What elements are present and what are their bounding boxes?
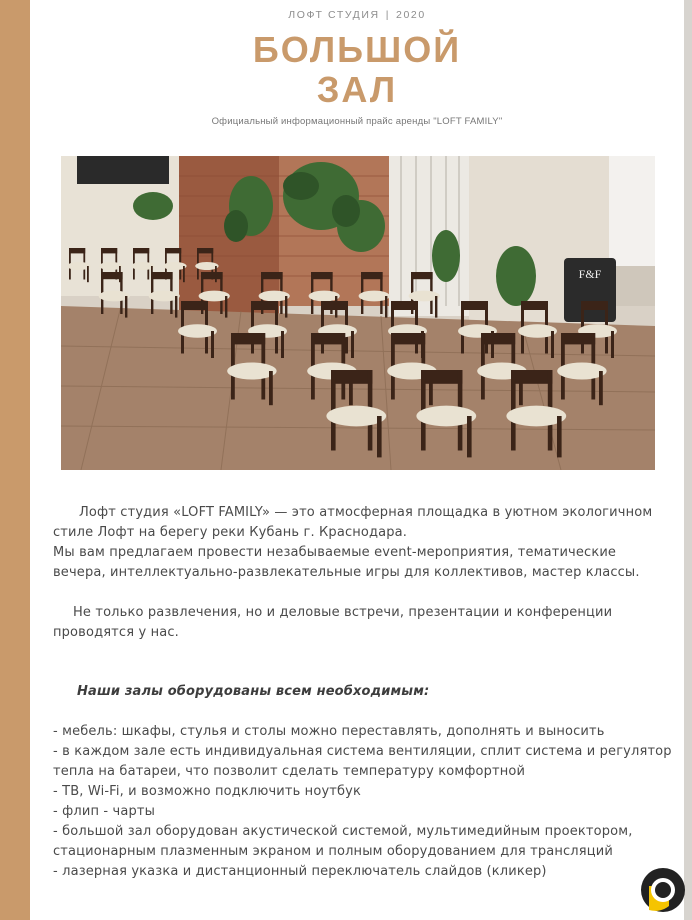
equipment-item: - ТВ, Wi-Fi, и возможно подключить ноутбук	[53, 784, 362, 799]
title-line-2: ЗАЛ	[316, 69, 398, 110]
page-title	[30, 30, 684, 110]
studio-label: ЛОФТ СТУДИЯ	[288, 9, 380, 21]
sidebar-stripe	[0, 0, 30, 920]
spacer	[53, 702, 673, 722]
header-line	[30, 9, 684, 21]
corner-logo-icon	[639, 866, 687, 914]
equipment-item: - в каждом зале есть индивидуальная система вентиляции, сплит система и регулятор тепла на батареи, что позволит сделать температуру комфортной	[53, 744, 672, 779]
equipment-heading: Наши залы оборудованы всем необходимым:	[77, 684, 430, 699]
barrel-logo: F&F	[578, 267, 602, 281]
equipment-item: - большой зал оборудован акустической системой, мультимедийным проектором, стационарным плазменным экраном и полным оборудованием для трансляций	[53, 824, 633, 859]
subtitle: Официальный информационный прайс аренды "LOFT FAMILY"	[211, 116, 503, 127]
header-separator: |	[385, 9, 391, 21]
spacer	[53, 643, 673, 682]
equipment-item: - флип - чарты	[53, 804, 155, 819]
intro-paragraph-3: Не только развлечения, но и деловые встречи, презентации и конференции проводятся у нас.	[53, 605, 613, 640]
content-body	[53, 503, 673, 882]
hall-illustration	[61, 156, 655, 470]
equipment-item: - лазерная указка и дистанционный переключатель слайдов (кликер)	[53, 864, 547, 879]
intro-paragraph-1: Лофт студия «LOFT FAMILY» — это атмосферная площадка в уютном экологичном стиле Лофт на берегу реки Кубань г. Краснодара.	[53, 505, 653, 540]
document-page	[30, 0, 684, 920]
hero-photo	[61, 156, 655, 470]
equipment-item: - мебель: шкафы, стулья и столы можно переставлять, дополнять и выносить	[53, 724, 605, 739]
year-label: 2020	[396, 9, 426, 21]
intro-paragraph-2: Мы вам предлагаем провести незабываемые event-мероприятия, тематические вечера, интеллектуально-развлекательные игры для коллективов, мастер классы.	[53, 545, 640, 580]
title-line-1: БОЛЬШОЙ	[252, 29, 462, 70]
spacer	[53, 583, 673, 603]
page-edge	[684, 0, 692, 920]
